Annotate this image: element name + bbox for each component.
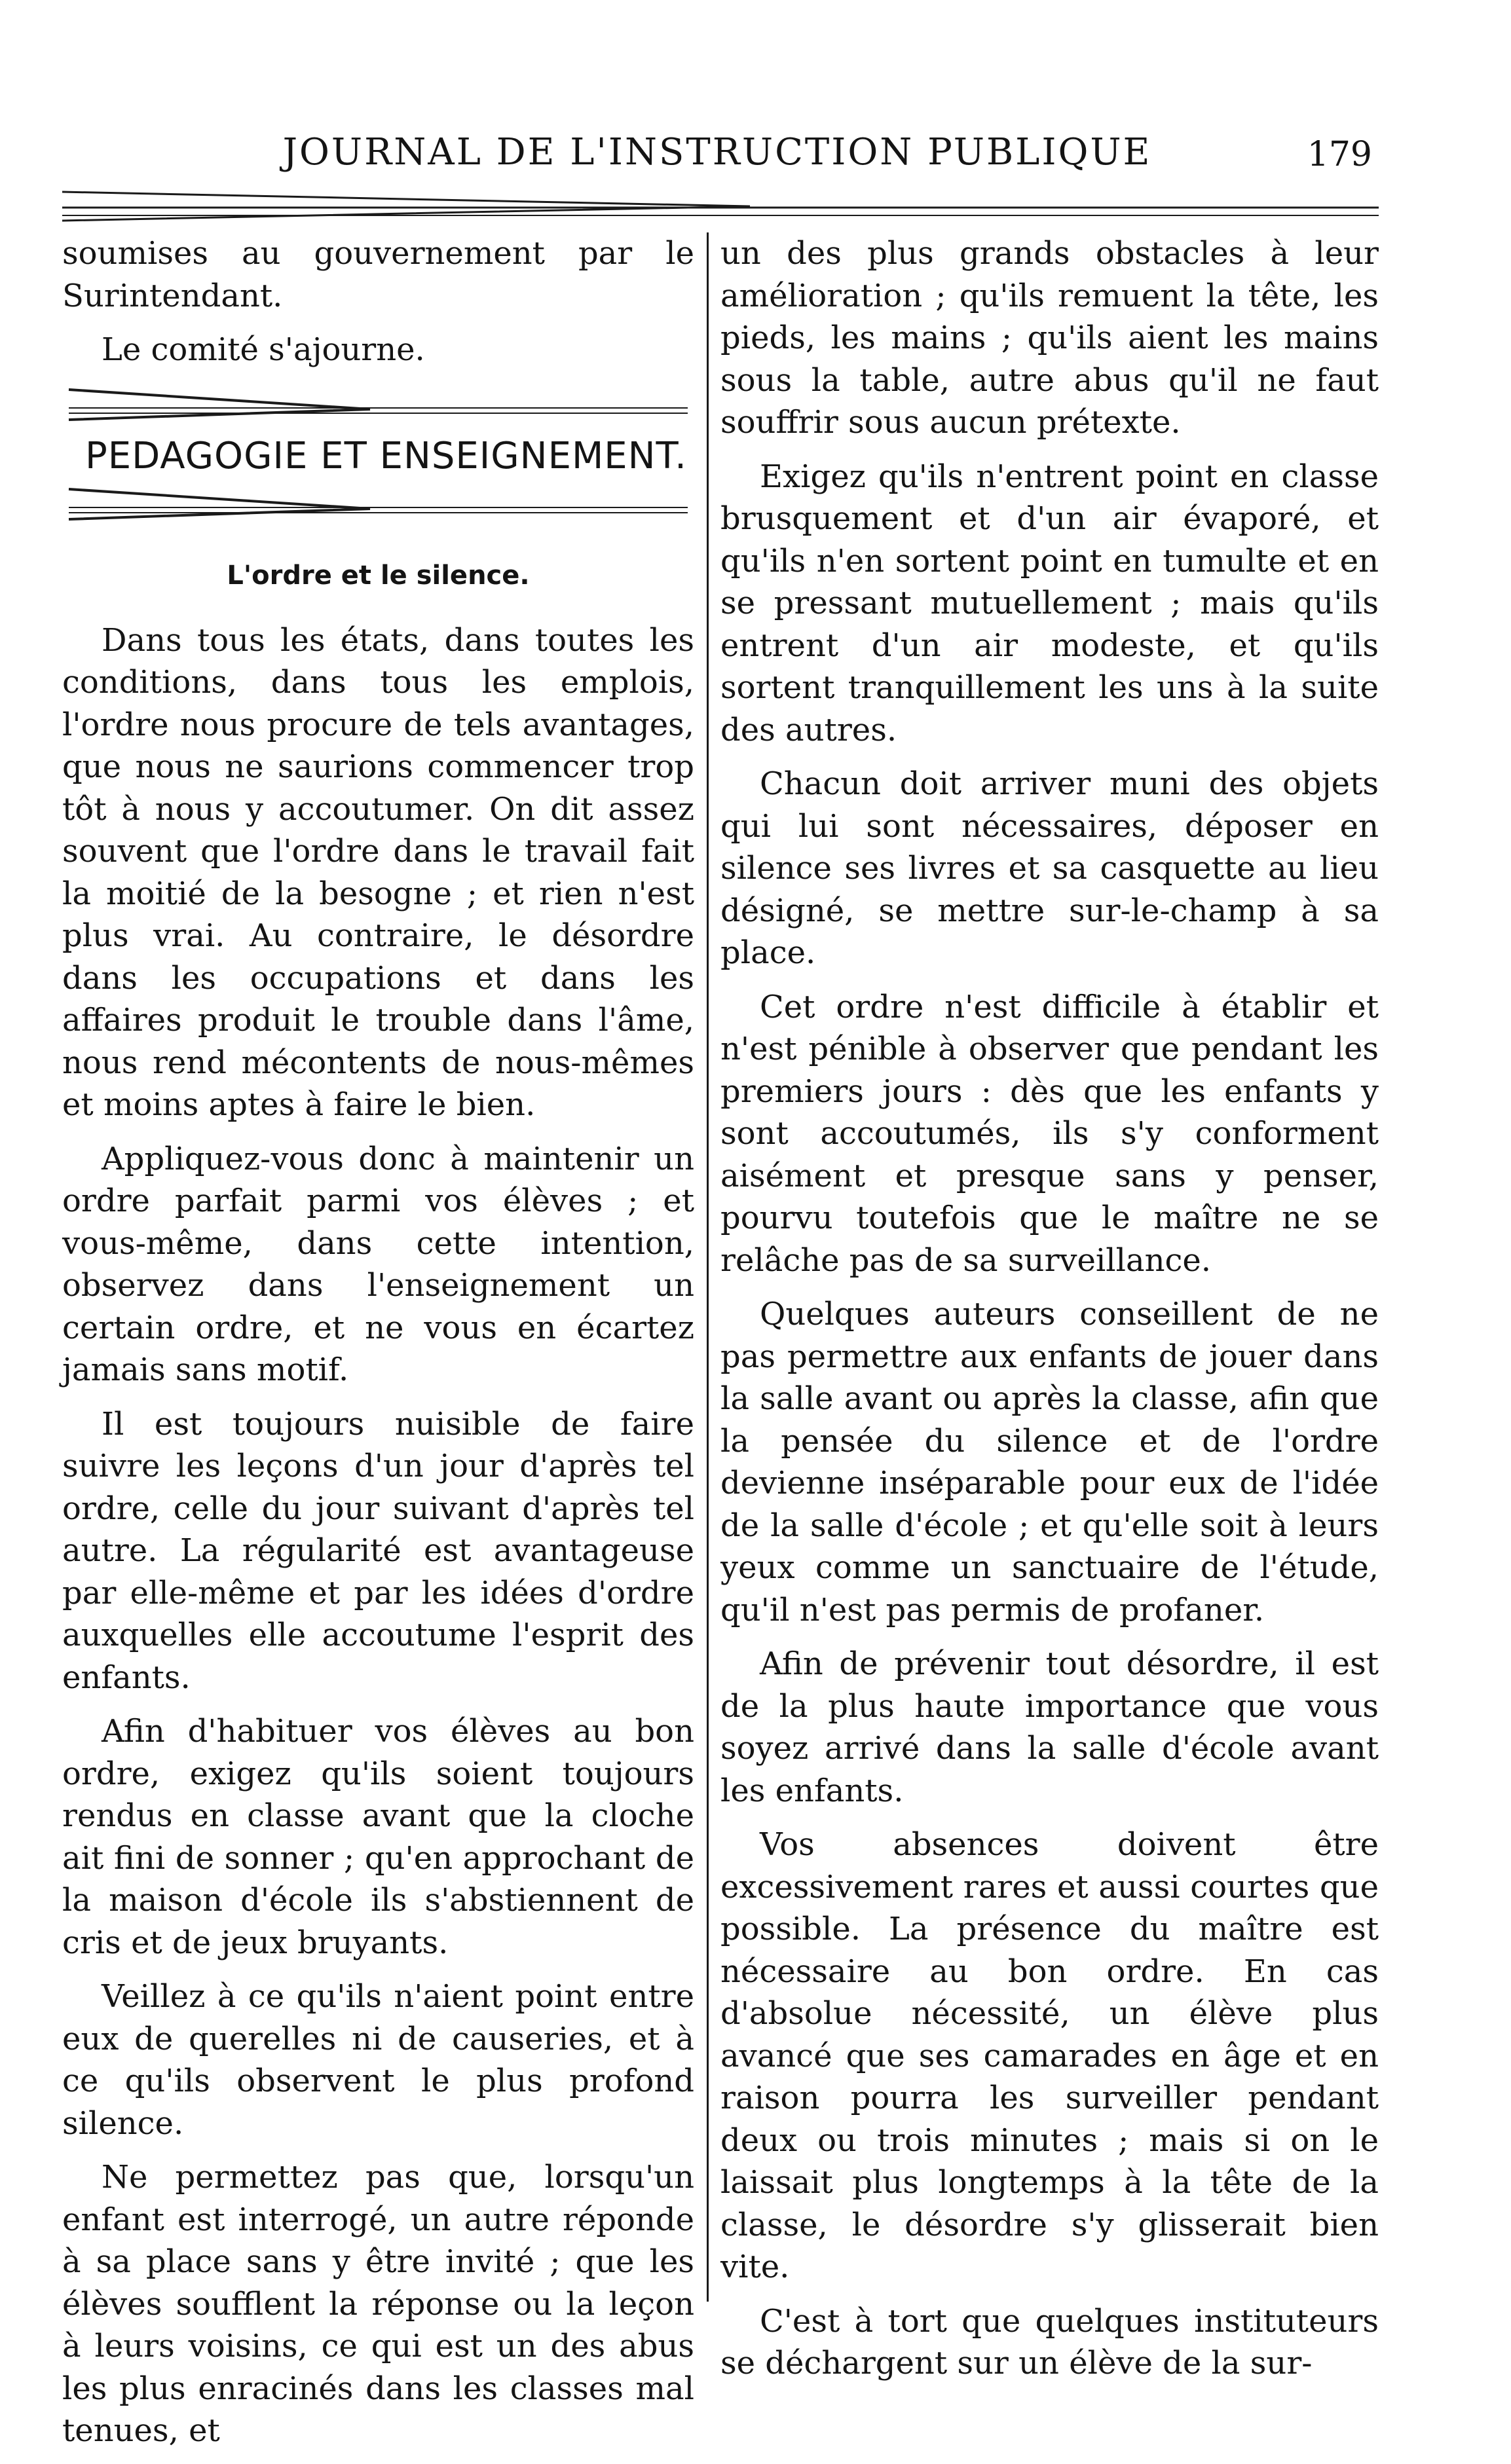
paragraph: Ne permettez pas que, lorsqu'un enfant est interrogé, un autre réponde à sa place sans y être invité ; que les élèves soufflent la réponse ou la leçon à leurs voisins, ce qui est un des abus les plus enracinés dans les classes mal tenues, et <box>62 2159 694 2449</box>
paragraph: Vos absences doivent être excessivement rares et aussi courtes que possible. La présence du maître est nécessaire au bon ordre. En cas d'absolue nécessité, un élève plus avancé que ses camarades en âge et en raison pourra les surveiller pendant deux ou trois minutes ; mais si on le laissait plus longtemps à la tête de la classe, le désordre s'y glisserait bien vite. <box>720 1826 1379 2285</box>
paragraph: Quelques auteurs conseillent de ne pas permettre aux enfants de jouer dans la salle avant ou après la classe, afin que la pensée du silence et de l'ordre devienne inséparable pour eux de l'idée de la salle d'école ; et qu'elle soit à leurs yeux comme un sanctuaire de l'étude, qu'il n'est pas permis de profaner. <box>720 1296 1379 1628</box>
paragraph: Cet ordre n'est difficile à établir et n'est pénible à observer que pendant les premiers jours : dès que les enfants y sont accoutumés, ils s'y conforment aisément et presque sans y penser, pourvu toutefois que le maître ne se relâche pas de sa surveillance. <box>720 988 1379 1279</box>
section-rule-top <box>62 383 694 429</box>
paragraph: Afin de prévenir tout désordre, il est de la plus haute importance que vous soyez arrivé dans la salle d'école avant les enfants. <box>720 1646 1379 1809</box>
paragraph: Il est toujours nuisible de faire suivre les leçons d'un jour d'après tel ordre, celle du jour suivant d'après tel autre. La régularité est avantageuse par elle-même et par les idées d'ordre auxquelles elle accoutume l'esprit des enfants. <box>62 1405 694 1696</box>
section-title: PEDAGOGIE ET ENSEIGNEMENT. <box>85 434 687 477</box>
header-rule <box>62 187 1379 232</box>
page-number: 179 <box>1307 135 1372 174</box>
page-header <box>62 131 1379 177</box>
section-rule-bottom <box>62 483 694 528</box>
paragraph: Exigez qu'ils n'entrent point en classe brusquement et d'un air évaporé, et qu'ils n'en sortent point en tumulte et en se pressant mutuellement ; mais qu'ils entrent d'un air modeste, et qu'ils sortent tranquillement les uns à la suite des autres. <box>720 458 1379 748</box>
running-title: JOURNAL DE L'INSTRUCTION PUBLIQUE <box>282 131 1152 174</box>
closing-line: Le comité s'ajourne. <box>102 331 425 368</box>
column-divider <box>707 232 709 2302</box>
paragraph: Afin d'habituer vos élèves au bon ordre, exigez qu'ils soient toujours rendus en classe avant que la cloche ait fini de sonner ; qu'en approchant de la maison d'école ils s'abstiennent de cris et de jeux bruyants. <box>62 1713 694 1961</box>
paragraph: Appliquez-vous donc à maintenir un ordre parfait parmi vos élèves ; et vous-même, dans cette intention, observez dans l'enseignement un certain ordre, et ne vous en écartez jamais sans motif. <box>62 1140 694 1388</box>
paragraph: Chacun doit arriver muni des objets qui lui sont nécessaires, déposer en silence ses livres et sa casquette au lieu désigné, se mettre sur-le-champ à sa place. <box>720 765 1379 971</box>
paragraph: Veillez à ce qu'ils n'aient point entre eux de querelles ni de causeries, et à ce qu'ils observent le plus profond silence. <box>62 1978 694 2142</box>
paragraph: C'est à tort que quelques instituteurs se déchargent sur un élève de la sur- <box>720 2302 1379 2381</box>
paragraph: Dans tous les états, dans toutes les conditions, dans tous les emplois, l'ordre nous procure de tels avantages, que nous ne saurions commencer trop tôt à nous y accoutumer. On dit assez souvent que l'ordre dans le travail fait la moitié de la besogne ; et rien n'est plus vrai. Au contraire, le désordre dans les occupations et dans les affaires produit le trouble dans l'âme, nous rend mécontents de nous-mêmes et moins aptes à faire le bien. <box>62 621 694 1123</box>
continuation-paragraph: soumises au gouvernement par le Surintendant. <box>62 235 694 314</box>
continuation-paragraph: un des plus grands obstacles à leur amélioration ; qu'ils remuent la tête, les pieds, les mains ; qu'ils aient les mains sous la table, autre abus qu'il ne faut souffrir sous aucun prétexte. <box>720 235 1379 441</box>
article-title: L'ordre et le silence. <box>227 561 530 591</box>
right-column <box>720 232 1379 2397</box>
left-column <box>62 232 694 2464</box>
